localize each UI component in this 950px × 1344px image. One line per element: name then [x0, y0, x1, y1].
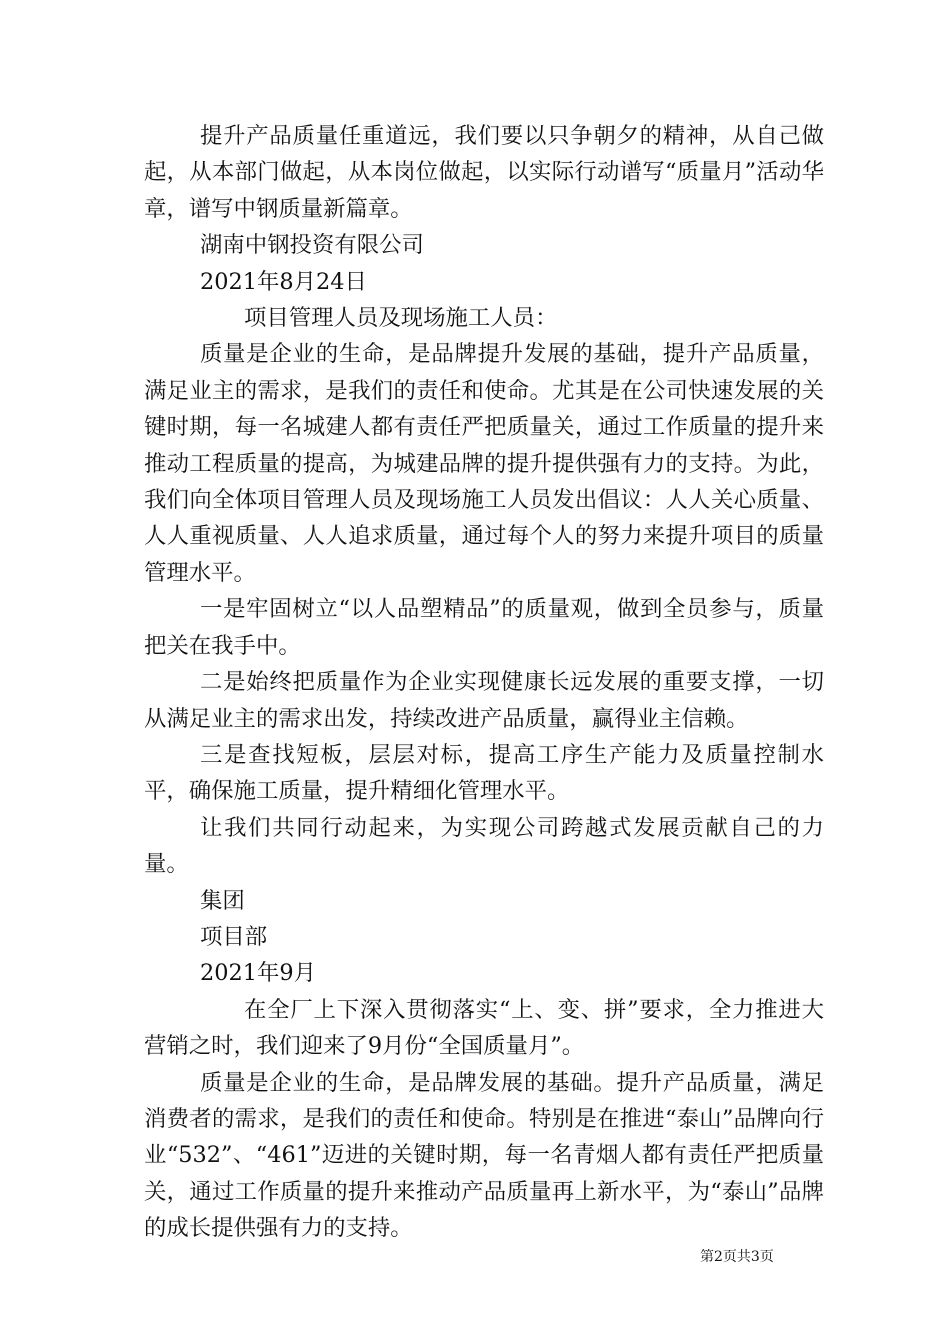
page-number: 第2页共3页 — [700, 1249, 774, 1265]
paragraph-point-one: 一是牢固树立“以人品塑精品”的质量观，做到全员参与，质量把关在我手中。 — [144, 596, 824, 659]
paragraph-point-two: 二是始终把质量作为企业实现健康长远发展的重要支撑，一切从满足业主的需求出发，持续改进产品质量，赢得业主信赖。 — [144, 669, 824, 732]
paragraph-taishan-brand: 质量是企业的生命，是品牌发展的基础。提升产品质量，满足消费者的需求，是我们的责任和使命。特别是在推进“泰山”品牌向行业“532”、“461”迈进的关键时期，每一名青烟人都有责任严把质量关，通过工作质量的提升来推动产品质量再上新水平，为“泰山”品牌的成长提供强有力的支持。 — [144, 1069, 824, 1242]
paragraph-quality-life: 质量是企业的生命，是品牌提升发展的基础，提升产品质量，满足业主的需求，是我们的责任和使命。尤其是在公司快速发展的关键时期，每一名城建人都有责任严把质量关，通过工作质量的提升来推动工程质量的提高，为城建品牌的提升提供强有力的支持。为此，我们向全体项目管理人员及现场施工人员发出倡议：人人关心质量、人人重视质量、人人追求质量，通过每个人的努力来提升项目的质量管理水平。 — [144, 341, 824, 586]
paragraph-quality-month: 在全厂上下深入贯彻落实“上、变、拼”要求，全力推进大营销之时，我们迎来了9月份“全国质量月”。 — [144, 996, 824, 1060]
paragraph-point-three: 三是查找短板，层层对标，提高工序生产能力及质量控制水平，确保施工质量，提升精细化管理水平。 — [144, 741, 824, 805]
paragraph-1: 提升产品质量任重道远，我们要以只争朝夕的精神，从自己做起，从本部门做起，从本岗位做起，以实际行动谱写“质量月”活动华章，谱写中钢质量新篇章。 — [144, 123, 824, 222]
document-body — [144, 118, 824, 1247]
signature-company: 湖南中钢投资有限公司 — [200, 232, 424, 259]
signature-group: 集团 — [200, 887, 245, 914]
signature-date-2: 2021年9月 — [200, 960, 317, 987]
signature-project-dept: 项目部 — [200, 923, 268, 950]
paragraph-call-to-action: 让我们共同行动起来，为实现公司跨越式发展贡献自己的力量。 — [144, 814, 824, 878]
salutation: 项目管理人员及现场施工人员： — [244, 305, 558, 332]
signature-date: 2021年8月24日 — [200, 268, 367, 295]
